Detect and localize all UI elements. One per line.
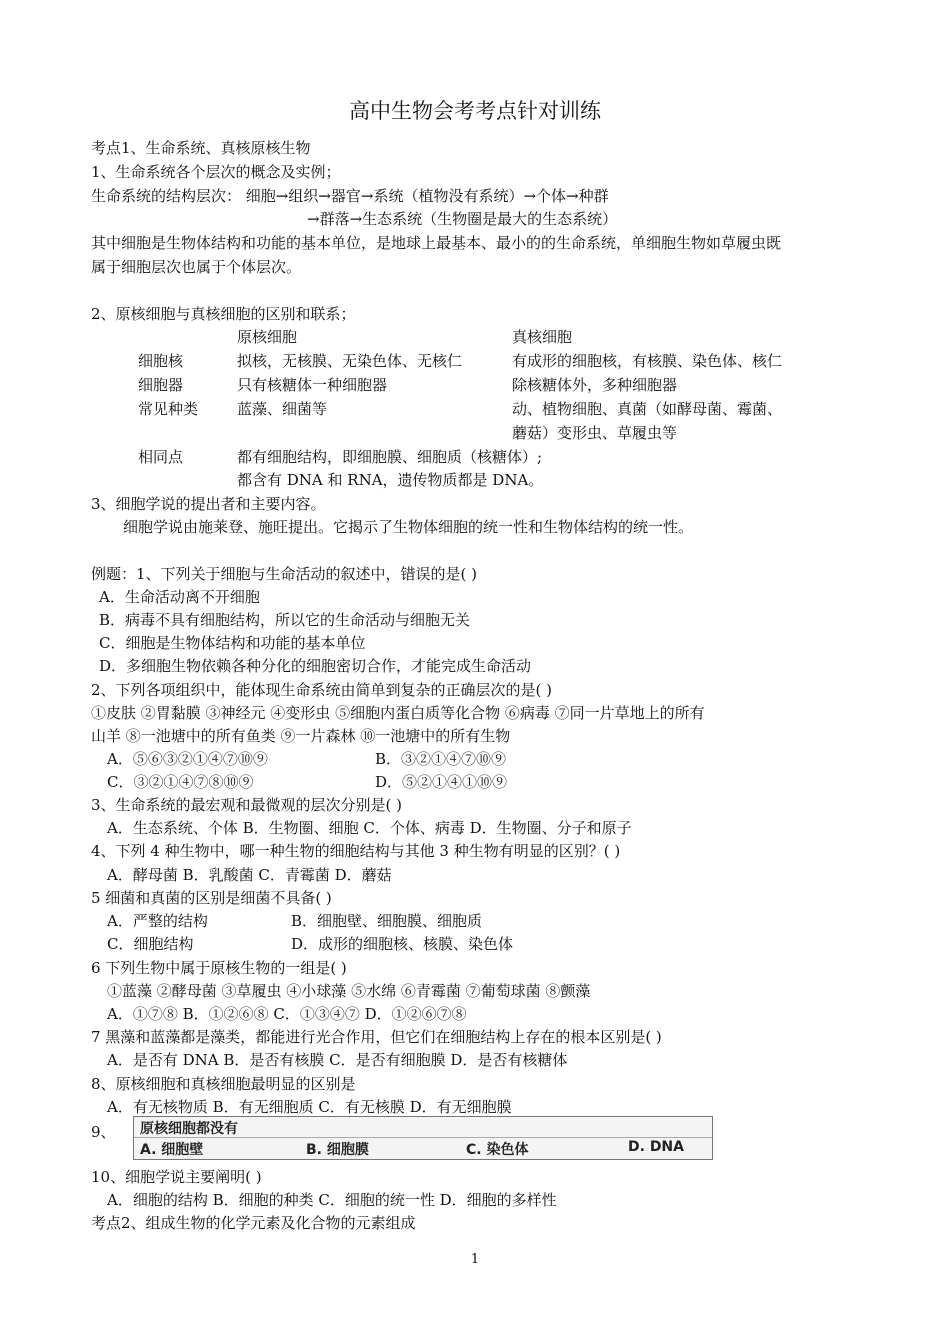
prokaryote-cell: 拟核，无核膜、无染色体、无核仁 [237,352,463,370]
example-9-option-d: D. DNA [628,1139,684,1155]
example-5-option-a: A．严整的结构 [107,912,208,930]
example-9-option-a: A. 细胞壁 [140,1142,204,1158]
table-row-same [0,447,950,467]
eukaryote-cell: 有成形的细胞核，有核膜、染色体、核仁 [512,352,783,370]
paragraph-line-2: 属于细胞层次也属于个体层次。 [91,258,302,276]
page-title: 高中生物会考考点针对训练 [349,99,601,123]
example-2-items-line-2: 山羊 ⑧一池塘中的所有鱼类 ⑨一片森林 ⑩一池塘中的所有生物 [91,727,511,745]
example-9-option-c: C. 染色体 [466,1142,529,1158]
example-3-question: 3、生命系统的最宏观和最微观的层次分别是( ) [91,796,403,814]
page-number: 1 [470,1252,480,1267]
prokaryote-cell: 只有核糖体一种细胞器 [237,376,388,394]
point-3-answer: 细胞学说由施莱登、施旺提出。它揭示了生物体细胞的统一性和生物体结构的统一性。 [123,518,694,536]
example-7-options: A．是否有 DNA B．是否有核膜 C．是否有细胞膜 D．是否有核糖体 [107,1051,568,1069]
levels-line-1: 生命系统的结构层次： 细胞→组织→器官→系统（植物没有系统）→个体→种群 [91,187,609,205]
example-5-question: 5 细菌和真菌的区别是细菌不具备( ) [91,889,332,907]
divider [134,1137,712,1138]
example-1-option-d: D．多细胞生物依赖各种分化的细胞密切合作，才能完成生命活动 [99,657,532,675]
example-1-option-a: A．生命活动离不开细胞 [99,588,260,606]
example-2-option-c: C．③②①④⑦⑧⑩⑨ [107,773,254,791]
row-label: 细胞器 [138,376,184,394]
example-2-option-a: A．⑤⑥③②①④⑦⑩⑨ [107,750,268,768]
row-label: 相同点 [138,448,184,466]
example-3-options: A．生态系统、个体 B．生物圈、细胞 C．个体、病毒 D．生物圈、分子和原子 [107,819,632,837]
eukaryote-cell: 动、植物细胞、真菌（如酵母菌、霉菌、 [512,400,783,418]
section-heading-1: 考点1、生命系统、真核原核生物 [91,139,311,157]
example-1-question: 例题：1、下列关于细胞与生命活动的叙述中，错误的是( ) [91,565,478,583]
example-2-question: 2、下列各项组织中，能体现生命系统由简单到复杂的正确层次的是( ) [91,681,553,699]
example-2-option-d: D．⑤②①④①⑩⑨ [375,773,508,791]
example-1-option-c: C．细胞是生物体结构和功能的基本单位 [99,634,366,652]
example-5-options-row-1 [0,911,950,931]
example-5-option-d: D．成形的细胞核、核膜、染色体 [291,935,514,953]
row-label: 常见种类 [138,400,199,418]
example-6-options: A．①⑦⑧ B．①②⑥⑧ C．①③④⑦ D．①②⑥⑦⑧ [107,1005,467,1023]
same-point-1: 都有细胞结构，即细胞膜、细胞质（核糖体）; [237,448,543,466]
table-row [0,399,950,419]
col-prokaryote: 原核细胞 [237,328,298,346]
point-2-heading: 2、原核细胞与真核细胞的区别和联系； [91,305,356,323]
example-5-option-b: B．细胞壁、细胞膜、细胞质 [291,912,483,930]
example-4-options: A．酵母菌 B．乳酸菌 C．青霉菌 D．蘑菇 [107,866,392,884]
example-8-question: 8、原核细胞和真核细胞最明显的区别是 [91,1075,356,1093]
example-10-options: A．细胞的结构 B．细胞的种类 C．细胞的统一性 D．细胞的多样性 [107,1191,557,1209]
table-row [0,351,950,371]
comparison-table-header [0,327,950,347]
point-1-heading: 1、生命系统各个层次的概念及实例； [91,163,341,181]
example-7-question: 7 黑藻和蓝藻都是藻类，都能进行光合作用，但它们在细胞结构上存在的根本区别是( ) [91,1028,662,1046]
col-eukaryote: 真核细胞 [512,328,573,346]
example-4-question: 4、下列 4 种生物中，哪一种生物的细胞结构与其他 3 种生物有明显的区别？( ) [91,842,621,860]
eukaryote-cell-continued: 蘑菇）变形虫、草履虫等 [512,424,678,442]
paragraph-line-1: 其中细胞是生物体结构和功能的基本单位，是地球上最基本、最小的的生命系统，单细胞生物如草履虫既 [91,234,782,252]
example-1-option-b: B．病毒不具有细胞结构，所以它的生命活动与细胞无关 [99,611,471,629]
same-point-2: 都含有 DNA 和 RNA，遗传物质都是 DNA。 [237,471,544,489]
example-2-option-b: B．③②①④⑦⑩⑨ [375,750,507,768]
table-row [0,375,950,395]
point-3-heading: 3、细胞学说的提出者和主要内容。 [91,495,326,513]
example-10-question: 10、细胞学说主要阐明( ) [91,1168,262,1186]
example-5-options-row-2 [0,934,950,954]
example-8-options: A．有无核物质 B．有无细胞质 C．有无核膜 D．有无细胞膜 [107,1098,512,1116]
prokaryote-cell: 蓝藻、细菌等 [237,400,328,418]
example-9-image-question [133,1116,713,1160]
example-9-number: 9、 [91,1123,116,1141]
example-9-option-b: B. 细胞膜 [306,1142,369,1158]
example-2-options-row-1 [0,749,950,769]
example-6-question: 6 下列生物中属于原核生物的一组是( ) [91,959,347,977]
example-2-options-row-2 [0,772,950,792]
row-label: 细胞核 [138,352,184,370]
section-heading-2: 考点2、组成生物的化学元素及化合物的元素组成 [91,1214,416,1232]
example-9-image-heading: 原核细胞都没有 [140,1121,238,1137]
example-2-items-line-1: ①皮肤 ②胃黏膜 ③神经元 ④变形虫 ⑤细胞内蛋白质等化合物 ⑥病毒 ⑦同一片草地上的所有 [91,704,705,722]
example-6-items: ①蓝藻 ②酵母菌 ③草履虫 ④小球藻 ⑤水绵 ⑥青霉菌 ⑦葡萄球菌 ⑧颤藻 [107,982,591,1000]
eukaryote-cell: 除核糖体外，多种细胞器 [512,376,678,394]
levels-line-2: →群落→生态系统（生物圈是最大的生态系统） [307,210,618,228]
example-5-option-c: C．细胞结构 [107,935,194,953]
